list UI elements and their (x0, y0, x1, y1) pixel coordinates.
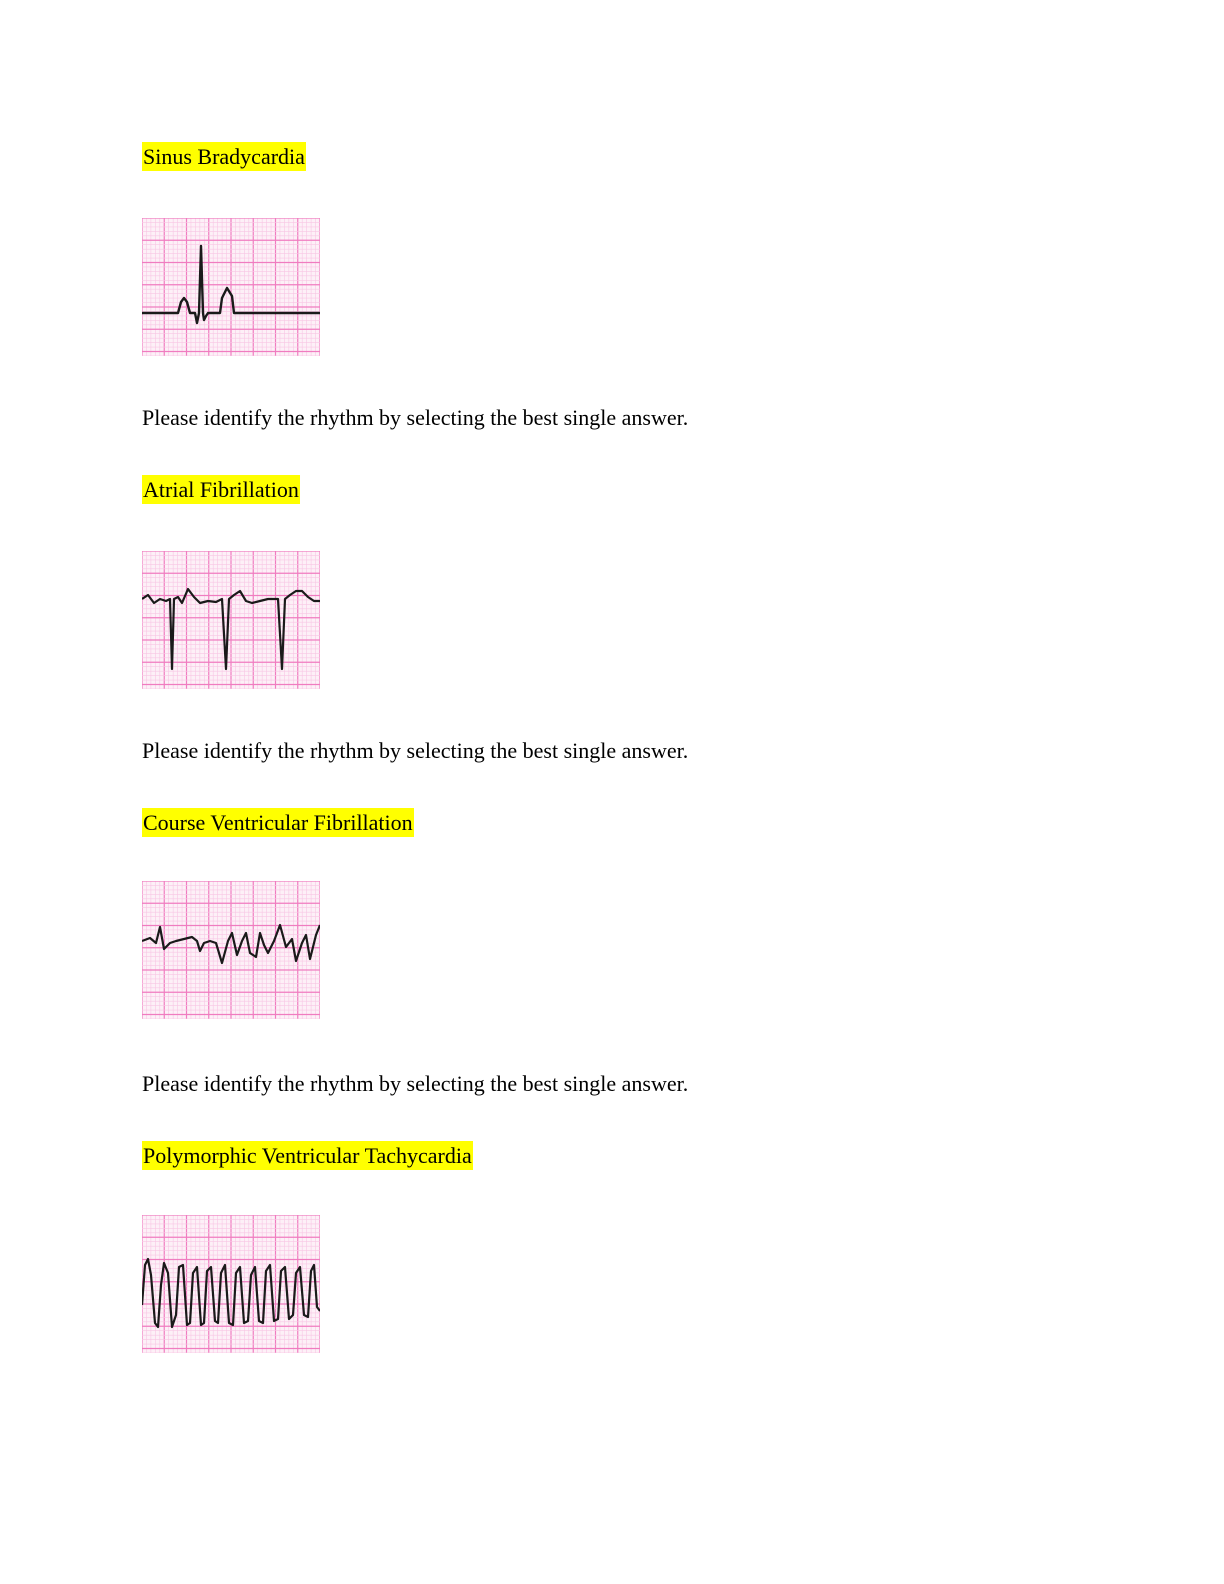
rhythm-answer-heading: Polymorphic Ventricular Tachycardia (143, 1143, 472, 1168)
ecg-strip-polymorphic-ventricular-tachycardia (142, 1215, 320, 1353)
question-prompt: Please identify the rhythm by selecting the best single answer. (142, 405, 689, 430)
ecg-strip-sinus-bradycardia (142, 218, 320, 356)
question-prompt: Please identify the rhythm by selecting the best single answer. (142, 738, 689, 763)
rhythm-answer-heading: Course Ventricular Fibrillation (143, 810, 413, 835)
question-prompt: Please identify the rhythm by selecting the best single answer. (142, 1071, 689, 1096)
rhythm-answer-heading: Atrial Fibrillation (143, 477, 299, 502)
rhythm-answer-heading: Sinus Bradycardia (143, 144, 305, 169)
ecg-strip-atrial-fibrillation (142, 551, 320, 689)
ecg-strip-coarse-ventricular-fibrillation (142, 881, 320, 1019)
